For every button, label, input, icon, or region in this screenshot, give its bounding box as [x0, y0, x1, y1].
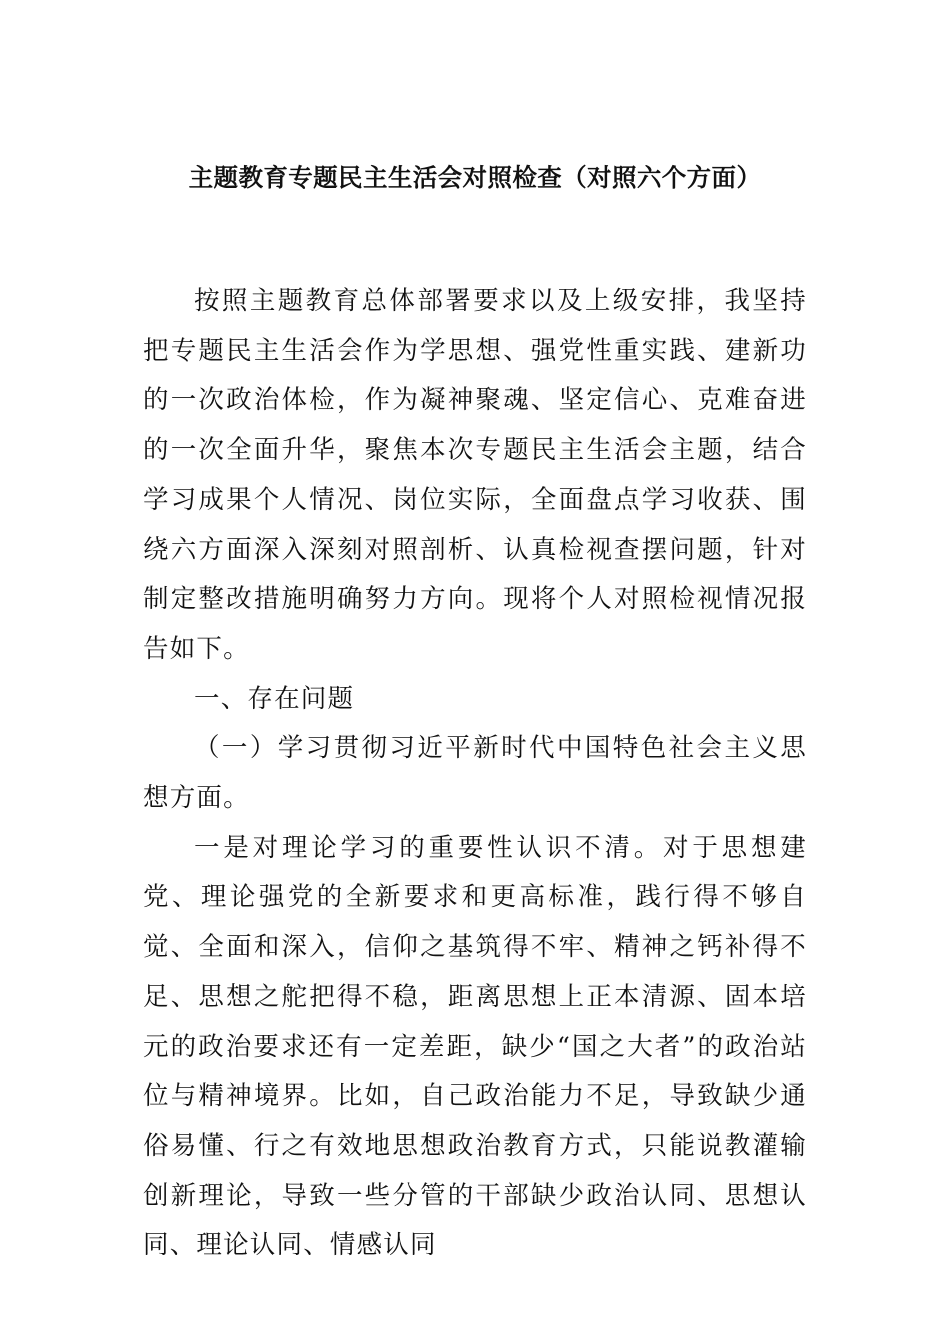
intro-paragraph: 按照主题教育总体部署要求以及上级安排，我坚持把专题民主生活会作为学思想、强党性重实践、建新功的一次政治体检，作为凝神聚魂、坚定信心、克难奋进的一次全面升华，聚焦本次专题民主生活会主题，结合学习成果个人情况、岗位实际，全面盘点学习收获、围绕六方面深入深刻对照剖析、认真检视查摆问题，针对制定整改措施明确努力方向。现将个人对照检视情况报告如下。	[143, 286, 807, 664]
document-title: 主题教育专题民主生活会对照检查（对照六个方面）	[188, 163, 762, 192]
subsection-heading: （一）学习贯彻习近平新时代中国特色社会主义思想方面。	[143, 733, 807, 814]
body-paragraph: 一是对理论学习的重要性认识不清。对于思想建党、理论强党的全新要求和更高标准，践行得不够自觉、全面和深入，信仰之基筑得不牢、精神之钙补得不足、思想之舵把得不稳，距离思想上正本清源、固本培元的政治要求还有一定差距，缺少“国之大者”的政治站位与精神境界。比如，自己政治能力不足，导致缺少通俗易懂、行之有效地思想政治教育方式，只能说教灌输创新理论，导致一些分管的干部缺少政治认同、思想认同、理论认同、情感认同	[143, 832, 807, 1261]
section-heading: 一、存在问题	[194, 683, 355, 714]
document-body	[143, 277, 807, 1271]
